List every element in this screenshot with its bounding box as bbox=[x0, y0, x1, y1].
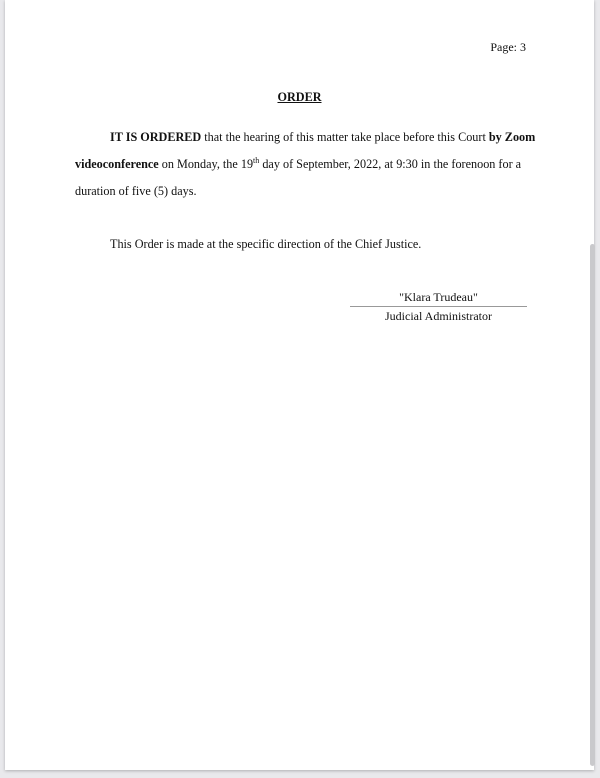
direction-paragraph: This Order is made at the specific direction of the Chief Justice. bbox=[110, 237, 422, 251]
page-title: ORDER bbox=[277, 90, 322, 104]
page-number: Page: 3 bbox=[490, 40, 526, 54]
order-paragraph-line-3: duration of five (5) days. bbox=[75, 184, 197, 198]
order-paragraph-line-1 bbox=[110, 130, 535, 145]
vertical-scrollbar[interactable] bbox=[590, 244, 595, 766]
order-zoom-bold: by Zoom bbox=[488, 130, 536, 144]
document-page bbox=[5, 0, 594, 770]
signature-block bbox=[350, 290, 527, 324]
order-date-suffix: th bbox=[253, 155, 260, 165]
order-line-2-text-b: day of September, 2022, at 9:30 in the forenoon for a bbox=[259, 157, 522, 171]
order-line-2-text-a: on Monday, the 19 bbox=[158, 157, 254, 171]
order-line-1-text: that the hearing of this matter take place before this Court bbox=[201, 130, 489, 144]
order-videoconference-bold: videoconference bbox=[75, 157, 159, 171]
order-paragraph-line-2 bbox=[75, 157, 521, 172]
signature-title: Judicial Administrator bbox=[385, 309, 492, 323]
signature-name: "Klara Trudeau" bbox=[350, 290, 527, 307]
order-lead-bold: IT IS ORDERED bbox=[110, 130, 202, 144]
